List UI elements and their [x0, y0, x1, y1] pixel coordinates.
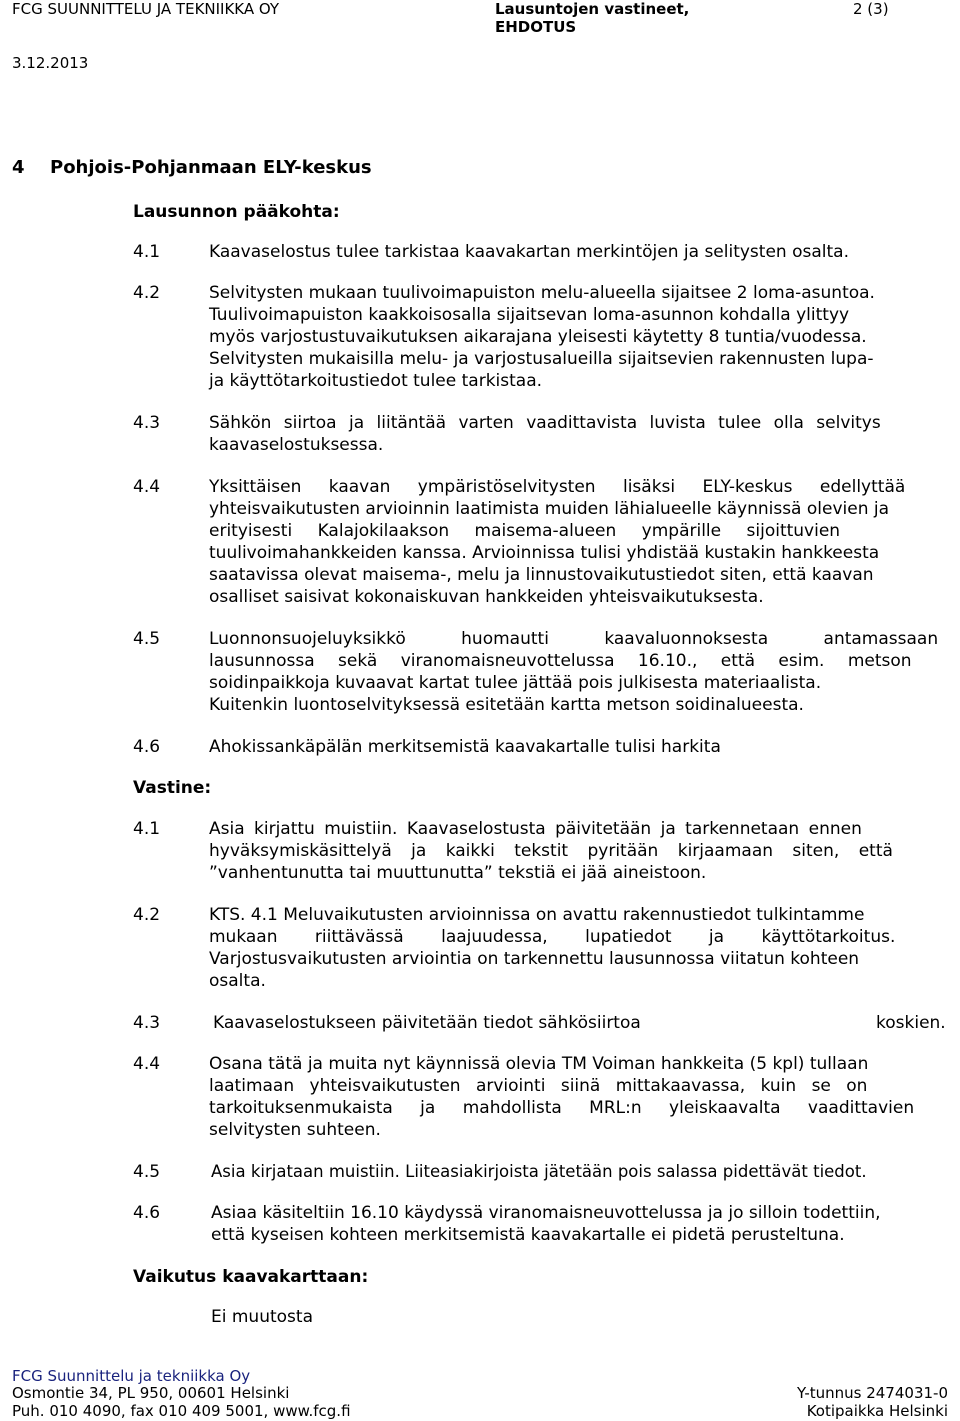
footer-company: FCG Suunnittelu ja tekniikka Oy	[12, 1367, 251, 1385]
response-item-text	[209, 904, 954, 992]
statement-item-text: Kaavaselostus tulee tarkistaa kaavakartan merkintöjen ja selitysten osalta.	[209, 242, 849, 262]
text-line: Selvitysten mukaan tuulivoimapuiston melu-alueella sijaitsee 2 loma-asuntoa.	[209, 283, 875, 303]
footer-address: Osmontie 34, PL 950, 00601 Helsinki	[12, 1384, 290, 1402]
response-item-text	[209, 1053, 954, 1141]
text-line: Luonnonsuojeluyksikkö huomautti kaavaluonnoksesta antamassaan	[209, 629, 939, 649]
header-title-line1: Lausuntojen vastineet,	[495, 0, 690, 18]
text-line: osalta.	[209, 971, 266, 991]
text-line: ja käyttötarkoitustiedot tulee tarkistaa.	[209, 371, 543, 391]
statement-item-number: 4.2	[133, 283, 161, 303]
text-line: soidinpaikkoja kuvaavat kartat tulee jättää pois julkisesta materiaalista.	[209, 673, 822, 693]
impact-text: Ei muutosta	[211, 1307, 313, 1327]
response-item-text: Asia kirjataan muistiin. Liiteasiakirjoista jätetään pois salassa pidettävät tiedot.	[211, 1162, 867, 1181]
text-line: myös varjostustuvaikutuksen aikarajana yleisesti käytetty 8 tuntia/vuodessa.	[209, 327, 867, 347]
response-item-number: 4.3	[133, 1013, 161, 1033]
response-item-text: Kaavaselostukseen päivitetään tiedot sähkösiirtoa	[213, 1013, 641, 1033]
statement-heading: Lausunnon pääkohta:	[133, 202, 340, 222]
impact-heading: Vaikutus kaavakarttaan:	[133, 1267, 369, 1287]
statement-item-number: 4.3	[133, 413, 161, 433]
header-date: 3.12.2013	[12, 54, 89, 72]
statement-item-number: 4.5	[133, 629, 161, 649]
text-line: Tuulivoimapuiston kaakkoisosalla sijaitsevan loma-asunnon kohdalla ylittyy	[209, 305, 850, 325]
text-line: Osana tätä ja muita nyt käynnissä olevia TM Voiman hankkeita (5 kpl) tullaan	[209, 1054, 869, 1074]
statement-item-text	[209, 476, 954, 608]
text-line: Kuitenkin luontoselvityksessä esitetään kartta metson soidinalueesta.	[209, 695, 804, 715]
response-item-number: 4.5	[133, 1162, 161, 1182]
response-item-text	[211, 1202, 943, 1246]
section-number: 4	[12, 157, 25, 178]
header-company: FCG SUUNNITTELU JA TEKNIIKKA OY	[12, 0, 280, 18]
text-line: hyväksymiskäsittelyä ja kaikki tekstit pyritään kirjaamaan siten, että	[209, 841, 893, 861]
text-line: KTS. 4.1 Meluvaikutusten arvioinnissa on avattu rakennustiedot tulkintamme	[209, 905, 865, 925]
footer-domicile: Kotipaikka Helsinki	[806, 1402, 948, 1420]
footer-contact: Puh. 010 4090, fax 010 409 5001, www.fcg.fi	[12, 1402, 351, 1420]
statement-item-text: Ahokissankäpälän merkitsemistä kaavakartalle tulisi harkita	[209, 737, 721, 757]
text-line: selvitysten suhteen.	[209, 1120, 381, 1140]
text-line: ”vanhentunutta tai muuttunutta” tekstiä ei jää aineistoon.	[209, 863, 707, 883]
statement-item-number: 4.1	[133, 242, 161, 262]
response-item-text	[209, 818, 954, 884]
text-line: Yksittäisen kaavan ympäristöselvitysten lisäksi ELY-keskus edellyttää	[209, 477, 906, 497]
text-line: osalliset saisivat kokonaiskuvan hankkeiden yhteisvaikutuksesta.	[209, 587, 764, 607]
response-item-number: 4.1	[133, 819, 161, 839]
text-line: Asia kirjattu muistiin. Kaavaselostusta päivitetään ja tarkennetaan ennen	[209, 819, 862, 839]
text-line: mukaan riittävässä laajuudessa, lupatiedot ja käyttötarkoitus.	[209, 927, 896, 947]
footer-business-id: Y-tunnus 2474031-0	[796, 1384, 948, 1402]
text-line: lausunnossa sekä viranomaisneuvottelussa 16.10., että esim. metson	[209, 651, 912, 671]
text-line: tuulivoimahankkeiden kanssa. Arvioinnissa tulisi yhdistää kustakin hankkeesta	[209, 543, 880, 563]
text-line: Selvitysten mukaisilla melu- ja varjostusalueilla sijaitsevien rakennusten lupa-	[209, 349, 874, 369]
text-line: Asiaa käsiteltiin 16.10 käydyssä viranomaisneuvottelussa ja jo silloin todettiin,	[211, 1203, 881, 1223]
header-title-line2: EHDOTUS	[495, 18, 577, 36]
text-line: yhteisvaikutusten arvioinnin laatimista muiden lähialueelle käynnissä olevien ja	[209, 499, 890, 519]
text-line: Varjostusvaikutusten arviointia on tarkennettu lausunnossa viitatun kohteen	[209, 949, 860, 969]
header-page-number: 2 (3)	[853, 0, 889, 18]
response-item-text-end: koskien.	[876, 1013, 946, 1033]
text-line: että kyseisen kohteen merkitsemistä kaavakartalle ei pidetä perusteltuna.	[211, 1225, 845, 1245]
text-line: Sähkön siirtoa ja liitäntää varten vaadittavista luvista tulee olla selvitys	[209, 413, 881, 433]
statement-item-number: 4.4	[133, 477, 161, 497]
response-item-number: 4.2	[133, 905, 161, 925]
statement-item-number: 4.6	[133, 737, 161, 757]
statement-item-text	[209, 628, 954, 716]
statement-item-text	[209, 412, 954, 456]
response-item-number: 4.4	[133, 1054, 161, 1074]
text-line: erityisesti Kalajokilaakson maisema-alueen ympärille sijoittuvien	[209, 521, 841, 541]
text-line: saatavissa olevat maisema-, melu ja linnustovaikutustiedot siten, että kaavan	[209, 565, 874, 585]
response-item-number: 4.6	[133, 1203, 161, 1223]
text-line: laatimaan yhteisvaikutusten arviointi siinä mittakaavassa, kuin se on	[209, 1076, 868, 1096]
text-line: tarkoituksenmukaista ja mahdollista MRL:n yleiskaavalta vaadittavien	[209, 1098, 915, 1118]
section-title: Pohjois-Pohjanmaan ELY-keskus	[50, 157, 372, 178]
text-line: kaavaselostuksessa.	[209, 435, 384, 455]
response-heading: Vastine:	[133, 778, 212, 798]
statement-item-text	[209, 282, 954, 392]
